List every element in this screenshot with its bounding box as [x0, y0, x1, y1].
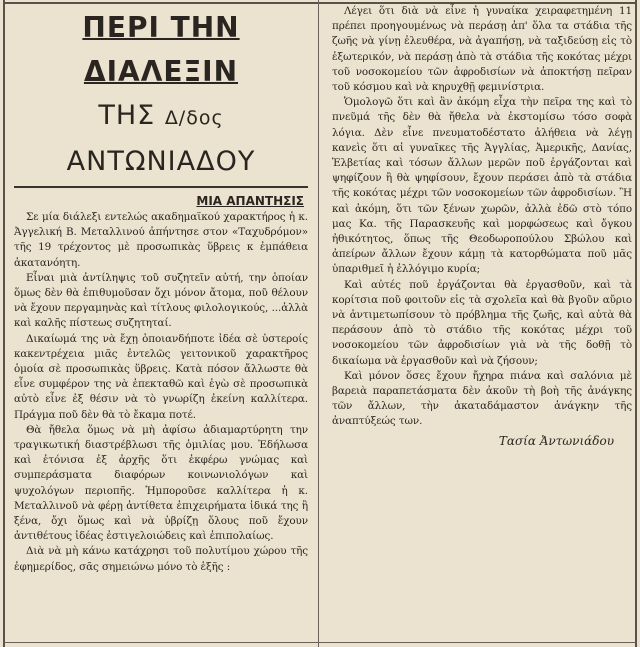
left-paragraph-2: Εἶναι μιὰ ἀντίληψις τοῦ συζητεῖν αὐτή, την ὁποίαν ὅμως δὲν θὰ ἐπιθυμοῦσαν ὄχι μόνον ἄτομα, ποῦ θέλουν νὰ ἔχουν περγαμηνὰς καὶ τίτλους φιλολογικούς, ...ἀλλὰ καὶ καλῆς πίστεως συζητηταί.: [14, 271, 308, 330]
right-paragraph-1: Λέγει ὅτι διὰ νὰ εἶνε ἡ γυναίκα χειραφετημένη 11 πρέπει προηγουμένως νὰ περάσῃ ἀπ' ὅλα τα στάδια τῆς ζωῆς νὰ γίνῃ ἐλευθέρα, νὰ ἀγαπήσῃ, νὰ ταξιδεύσῃ εἰς τὸ ἐξωτερικόν, νὰ περάσῃ ἀπὸ τὰ στάδια τῆς κοκότας μέχρι τοῦ νοσοκομείου τῶν ἀφροδισίων νὰ ἀποκτήσῃ πεῖραν τοῦ κόσμου καὶ νὰ κηρυχθῇ φεμινίστρια.: [332, 5, 632, 94]
left-paragraph-3: Δικαίωμά της νὰ ἔχῃ ὁποιανδήποτε ἰδέα σὲ ὑστεροίς κακεντρέχεια μιᾶς ἐντελῶς γειτονικοῦ χαρακτῆρος ὁμοία σὲ προσωπικὰς ὕβρεις. Κατὰ πόσον ἄλλωστε θὰ εἶνε συμφέρον της νὰ ἐπεκταθῶ καὶ ἐγὼ σὲ προσωπικὰ αὐτὸ εἶνε ἐξ θέσιν νὰ τὸ γνωρίζη ἐκείνη καλλίτερα. Πράγμα ποῦ δὲν θὰ τὸ ἔκαμα ποτέ.: [14, 332, 308, 421]
column-divider: [318, 0, 319, 647]
right-paragraph-3: Καὶ αὐτές ποῦ ἐργάζονται θὰ ἐργασθοῦν, καὶ τὰ κορίτσια ποῦ φοιτοῦν εἰς τὰ σχολεῖα καὶ θὰ βγοῦν αὔριο νὰ ἀντιμετωπίσουν τὸ πρόβλημα τῆς ζωῆς, καὶ αὐτὰ θὰ περάσουν ἀπὸ τὸ στάδιο τῆς κοκότας μέχρι τοῦ νοσοκομείου τῶν ἀφροδισίων γιὰ νὰ τῆς δοθῇ τὸ δικαίωμα νὰ ἐργασθοῦν καὶ νὰ ζήσουν;: [332, 278, 632, 367]
headline-rule: [14, 186, 308, 188]
headline-line-2: [14, 94, 308, 184]
author-signature: Τασία Ἀντωνιάδου: [498, 433, 614, 448]
headline-line-1: ΠΕΡΙ ΤΗΝ ΔΙΑΛΕΞΙΝ: [82, 11, 240, 88]
left-paragraph-1: Σε μία διάλεξι εντελώς ακαδημαϊκού χαρακτήρος ἡ κ. Ἀγγελική Β. Μεταλλινού ἀπήντησε στον «Ταχυδρόμον» τῆς 19 τρέχοντος μὲ προσωπικὰς ὕβρεις κ ἐμπάθεια ἀκατανόητη.: [14, 211, 308, 269]
subheading: ΜΙΑ ΑΠΑΝΤΗΣΙΣ: [196, 194, 304, 208]
bottom-border: [4, 642, 636, 643]
right-column: [320, 0, 640, 647]
right-paragraph-4: Καὶ μόνον ὅσες ἔχουν ἤχηρα πιάνα καὶ σαλόνια μὲ βαρειὰ παραπετάσματα δὲν ἀκοῦν τὴ βοὴ τῆς ἀνάγκης τῶν ἄλλων, τὴν ἀκαταδάμαστον ἀνάγκην τῆς ἀναπτύξεώς των.: [332, 369, 632, 428]
left-paragraph-5: Διὰ νὰ μὴ κάνω κατάχρησι τοῦ πολυτίμου χώρου τῆς ἐφημερίδος, σᾶς σημειώνω μόνο τὸ ἑξῆς :: [14, 545, 308, 573]
left-column: [0, 0, 318, 647]
headline-title-abbr: Δ/δος: [164, 107, 224, 129]
left-paragraph-4: Θὰ ἤθελα ὅμως νὰ μὴ ἀφίσω ἀδιαμαρτύρητη την τραγικωτική διαστρέβλωσι τῆς ὁμιλίας μου. Ἐδήλωσα καὶ ἐτόνισα ἐξ ἀρχῆς ὅτι ἐκφέρω γνώμας καὶ συμπεράσματα διαφόρων κοινωνιολόγων καὶ ψυχολόγων περιοπῆς. Ἠμποροῦσε καλλίτερα ἡ κ. Μεταλλινοῦ νὰ φέρῃ ἀντίθετα ἐπιχειρήματα ἰδικά της ἢ ξένα, ὄχι ὅμως καὶ νὰ ὑβρίζῃ ὅλους ποῦ ἔχουν ἀντιθέτους ἰδέας ἐστιγελοιώδεις καὶ ἐπιπολαίως.: [14, 423, 308, 543]
headline-part-a: ΤΗΣ: [98, 100, 165, 131]
headline-part-b: ΑΝΤΩΝΙΑΔΟΥ: [66, 146, 256, 177]
right-paragraph-2: Ὁμολογῶ ὅτι καὶ ἂν ἀκόμη εἶχα τὴν πεῖρα της καὶ τὸ πνεῦμά τῆς δὲν θὰ ἤθελα νὰ ἐκστομίσω τόσο σοφὰ λόγια. Δὲν εἶνε πνευματοδέστατο ἀλήθεια νὰ λέγῃ κανεὶς ὅτι αἱ γυναῖκες τῆς Ἀγγλίας, Ἀμερικῆς, Δανίας, Ἑλβετίας καὶ τόσων ἄλλων μερῶν ποῦ ἐργάζονται καὶ ψηφίζουν ἢ θὰ ψηφίσουν, ἔχουν περάσει ἀπὸ τὰ στάδια τῆς κοκότας μέχρι τῶν νοσοκομείων τῶν ἀφροδισίων. Ἢ καὶ ἀκόμη, ὅτι τῶν ξένων χωρῶν, ἀλλὰ ἐδῶ στὸ τόπο μας Κα. τῆς Παρασκευῆς καὶ μορφώσεως καὶ ὄγκου ἠθικότητος, ὅπως τῆς Θεοδωροπούλου Σβώλου καὶ ἀπείρων ἄλλων ἔχουν κάμῃ τὰ κατορθώματα ποῦ μᾶς ὑπαριθμεῖ ἡ ἐλλόγιμο κυρία;: [332, 96, 632, 276]
